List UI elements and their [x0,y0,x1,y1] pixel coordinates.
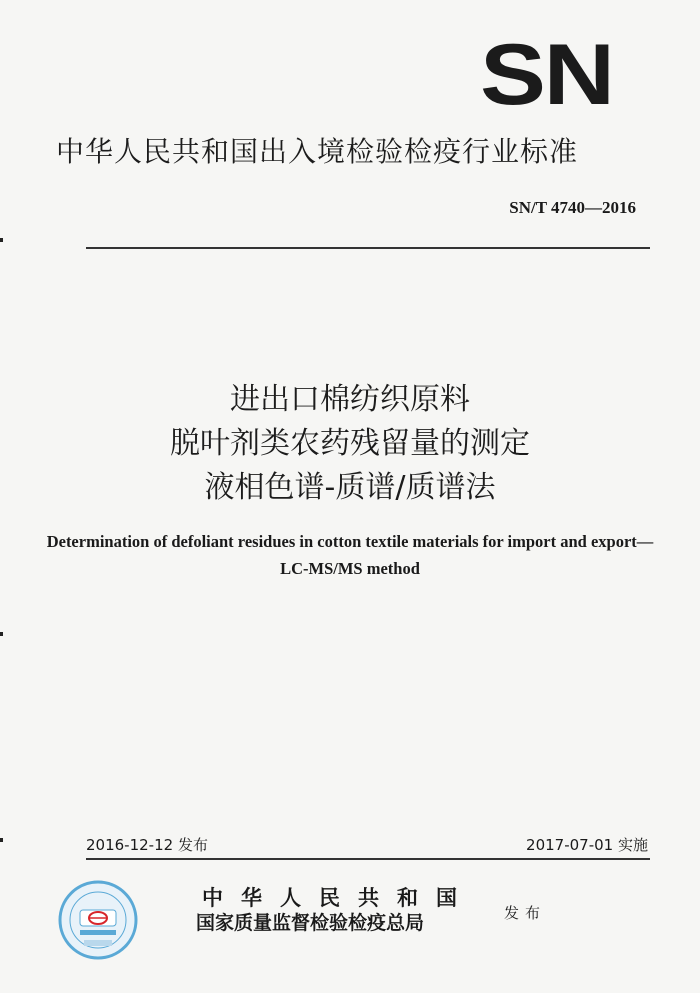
bottom-divider [86,858,650,860]
issue-date: 2016-12-12 发布 [86,836,208,854]
chinese-title-line-1: 进出口棉纺织原料 [230,382,470,417]
chinese-title-line-2: 脱叶剂类农药残留量的测定 [170,426,530,461]
issuing-authority [196,886,496,936]
top-divider [86,247,650,249]
scan-edge-mark [0,238,3,242]
organization-title: 中华人民共和国出入境检验检疫行业标准 [56,135,579,168]
anti-counterfeit-seal-icon [58,880,138,960]
implementation-date: 2017-07-01 实施 [526,836,648,854]
issuer-agency: 国家质量监督检验检疫总局 [196,912,425,934]
chinese-title-line-3: 液相色谱-质谱/质谱法 [204,470,496,505]
chinese-title [0,378,700,510]
sn-logo: SN [480,27,613,123]
english-title-line-2: LC-MS/MS method [280,559,420,578]
scan-edge-mark [0,838,3,842]
scan-edge-mark [0,632,3,636]
standard-code: SN/T 4740—2016 [509,198,636,217]
english-title-line-1: Determination of defoliant residues in cotton textile materials for import and export— [46,532,654,551]
english-title [0,528,700,582]
issuer-country: 中华人民共和国 [202,885,475,910]
issue-label: 发布 [504,904,547,922]
